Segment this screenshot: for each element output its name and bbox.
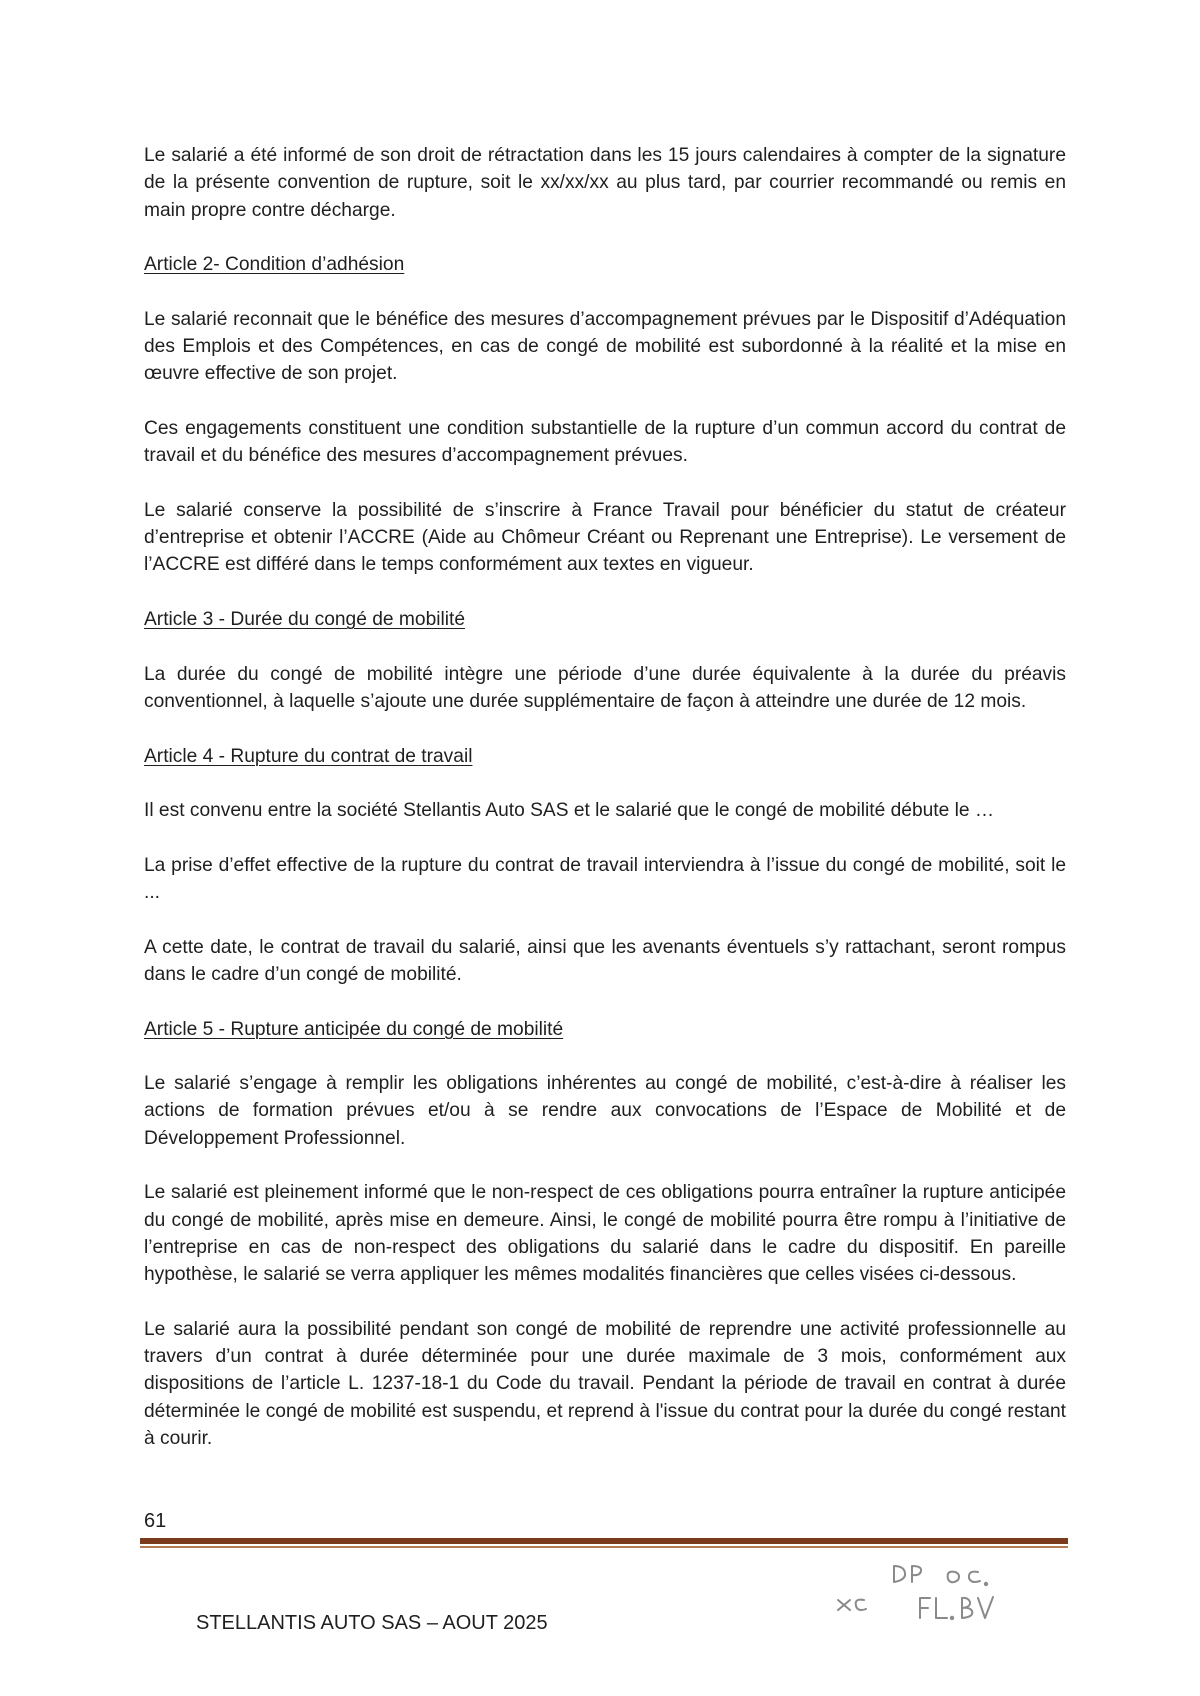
article-4-title: Article 4 - Rupture du contrat de travail	[144, 745, 473, 767]
article-3-paragraph-1: La durée du congé de mobilité intègre une période d’une durée équivalente à la durée du préavis conventionnel, à laquelle s’ajoute une durée supplémentaire de façon à atteindre une durée de 12 mois.	[144, 663, 1066, 712]
article-5-title: Article 5 - Rupture anticipée du congé de mobilité	[144, 1018, 564, 1040]
article-5-paragraph-1: Le salarié s’engage à remplir les obligations inhérentes au congé de mobilité, c’est-à-dire à réaliser les actions de formation prévues et/ou à se rendre aux convocations de l’Espace de Mobilité et de Développement Professionnel.	[144, 1073, 1066, 1149]
footer-company-line: STELLANTIS AUTO SAS – AOUT 2025	[196, 1612, 548, 1634]
handwritten-initials	[830, 1552, 1010, 1632]
article-5-paragraph-3: Le salarié aura la possibilité pendant son congé de mobilité de reprendre une activité professionnelle au travers d’un contrat à durée déterminée pour une durée maximale de 3 mois, conformément aux dispositions de l’article L. 1237-18-1 du Code du travail. Pendant la période de travail en contrat à durée déterminée le congé de mobilité est suspendu, et reprend à l'issue du contrat pour la durée du congé restant à courir.	[144, 1318, 1066, 1449]
article-2-title: Article 2- Condition d’adhésion	[144, 254, 405, 276]
intro-paragraph: Le salarié a été informé de son droit de rétractation dans les 15 jours calendaires à compter de la signature de la présente convention de rupture, soit le xx/xx/xx au plus tard, par courrier recommandé ou remis en main propre contre décharge.	[144, 145, 1066, 221]
article-4-paragraph-3: A cette date, le contrat de travail du salarié, ainsi que les avenants éventuels s’y rattachant, seront rompus dans le cadre d’un congé de mobilité.	[144, 936, 1066, 985]
page-number: 61	[144, 1510, 167, 1532]
article-3-title: Article 3 - Durée du congé de mobilité	[144, 609, 466, 631]
article-4-paragraph-1: Il est convenu entre la société Stellantis Auto SAS et le salarié que le congé de mobilité débute le …	[144, 800, 995, 822]
footer-rule-thick	[140, 1538, 1068, 1544]
article-5-paragraph-2: Le salarié est pleinement informé que le non-respect de ces obligations pourra entraîner la rupture anticipée du congé de mobilité, après mise en demeure. Ainsi, le congé de mobilité pourra être rompu à l’initiative de l’entreprise en cas de non-respect des obligations du salarié dans le cadre du dispositif. En pareille hypothèse, le salarié se verra appliquer les mêmes modalités financières que celles visées ci-dessous.	[144, 1182, 1066, 1286]
article-3-heading	[144, 606, 1066, 633]
article-2-paragraph-3: Le salarié conserve la possibilité de s’inscrire à France Travail pour bénéficier du statut de créateur d’entreprise et obtenir l’ACCRE (Aide au Chômeur Créant ou Reprenant une Entreprise). Le versement de l’ACCRE est différé dans le temps conformément aux textes en vigueur.	[144, 499, 1066, 576]
article-2-paragraph-2: Ces engagements constituent une condition substantielle de la rupture d’un commun accord du contrat de travail et du bénéfice des mesures d’accompagnement prévues.	[144, 417, 1066, 467]
article-4-paragraph-2: La prise d’effet effective de la rupture du contrat de travail interviendra à l’issue du congé de mobilité, soit le ...	[144, 854, 1066, 904]
article-2-heading	[144, 251, 1066, 278]
article-5-heading	[144, 1016, 1066, 1043]
footer-rule-thin	[140, 1546, 1068, 1548]
article-2-paragraph-1: Le salarié reconnait que le bénéfice des mesures d’accompagnement prévues par le Dispositif d’Adéquation des Emplois et des Compétences, en cas de congé de mobilité est subordonné à la réalité et la mise en œuvre effective de son projet.	[144, 308, 1066, 385]
article-4-heading	[144, 743, 1066, 770]
document-body	[144, 142, 1066, 1452]
